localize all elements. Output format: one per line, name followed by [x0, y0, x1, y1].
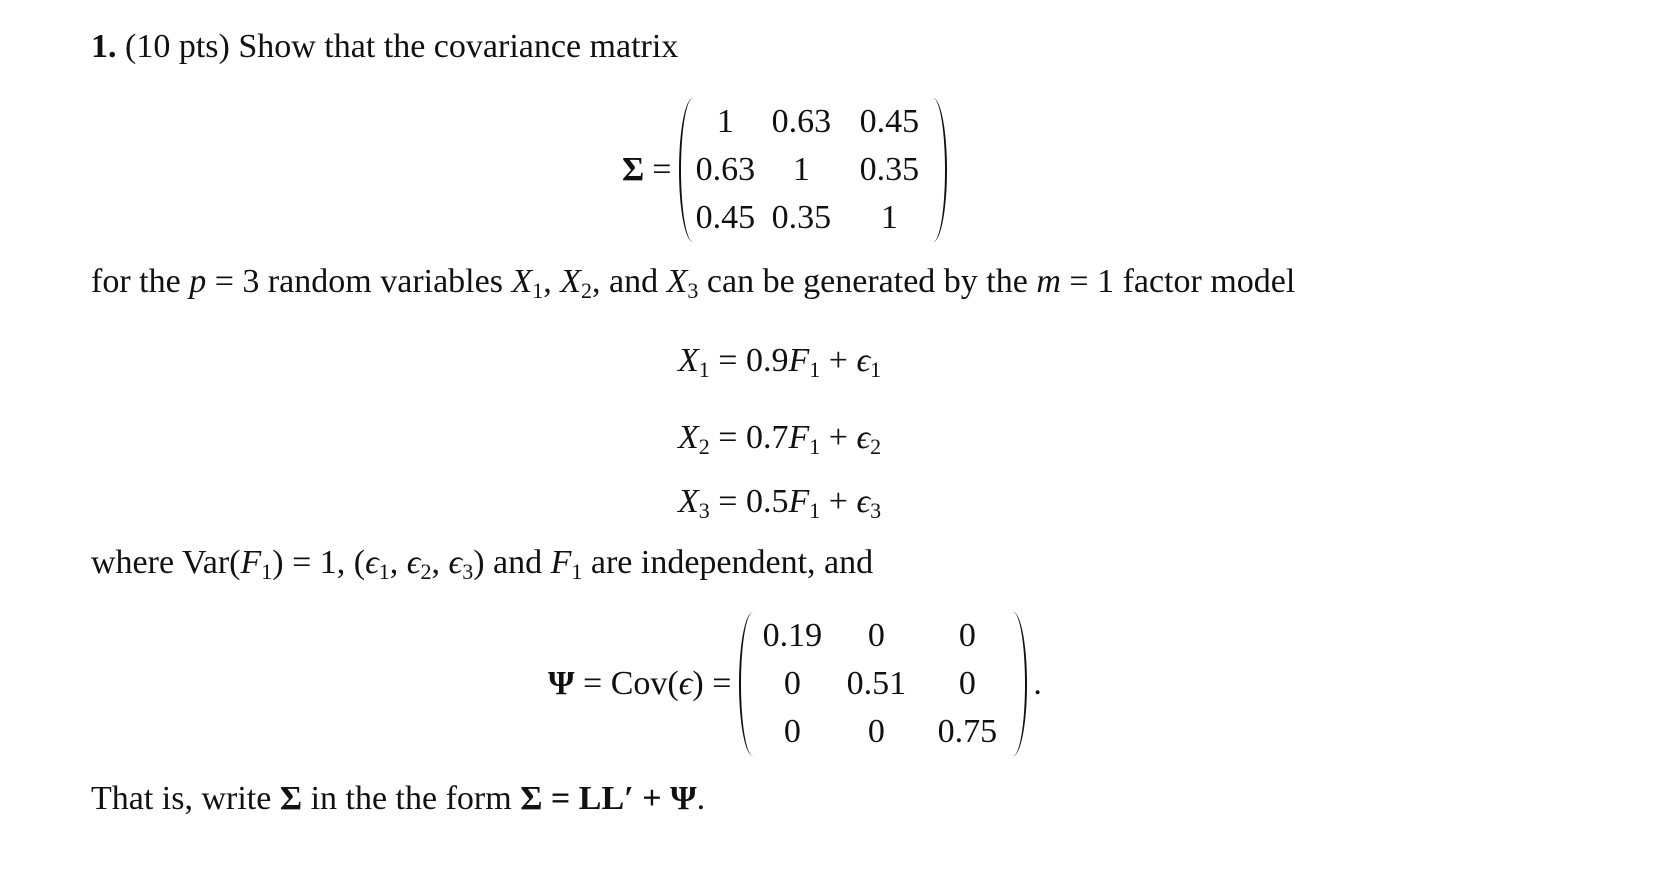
sigma-matrix: [679, 98, 947, 242]
text-fragment: .: [696, 780, 706, 817]
eq-lhs-sub: 2: [698, 434, 710, 459]
matrix-cell: 0.75: [937, 713, 998, 750]
equation-x1: $X_1 = 0.9F_1 + \epsilon_1$: [678, 342, 882, 382]
psi-lhs: Ψ = Cov(ϵ) =: [548, 665, 732, 702]
text-fragment: for the: [91, 263, 190, 300]
eq-coef: 0.9: [745, 342, 789, 379]
eq-factor-sub: 1: [809, 357, 821, 382]
matrix-cell: 0.35: [859, 151, 920, 188]
problem-points: (10 pts): [125, 28, 230, 65]
eq-factor-sub: 1: [809, 498, 821, 523]
equals-sign: =: [652, 151, 672, 188]
text-fragment: in the the form: [302, 780, 521, 817]
eq-coef: 0.7: [745, 419, 789, 456]
target-formula: Σ = LL′ + Ψ: [520, 780, 697, 817]
eq-factor: F: [788, 342, 810, 379]
eq-lhs: X: [678, 342, 699, 379]
eq-lhs: X: [678, 419, 699, 456]
eq-coef: 0.5: [745, 483, 789, 520]
text-fragment: where Var(: [91, 544, 241, 581]
text-fragment: = 3 random variables: [206, 263, 512, 300]
eq-eps-sub: 2: [870, 434, 882, 459]
eq-factor: F: [788, 483, 810, 520]
eq-eps-sub: 1: [870, 357, 882, 382]
problem-number: 1.: [91, 28, 117, 65]
matrix-cell: 0.45: [859, 103, 920, 140]
eq-lhs-sub: 3: [698, 498, 710, 523]
matrix-cell: 0.51: [846, 665, 907, 702]
left-paren: [679, 98, 693, 242]
sigma-equation: [622, 98, 947, 242]
psi-matrix: [739, 612, 1027, 756]
var-m: m: [1036, 263, 1061, 300]
matrix-cell: 0: [783, 665, 801, 702]
matrix-cell: 1: [880, 199, 898, 236]
matrix-cell: 0.45: [695, 199, 756, 236]
eq-factor: F: [788, 419, 810, 456]
text-fragment: are independent, and: [582, 544, 874, 581]
matrix-cell: 0: [783, 713, 801, 750]
sigma-symbol: Σ: [622, 151, 645, 188]
right-paren: [933, 98, 947, 242]
eq-eps-sub: 3: [870, 498, 882, 523]
matrix-cell: 1: [792, 151, 810, 188]
text-fragment: = 1 factor model: [1060, 263, 1296, 300]
eq-lhs-sub: 1: [698, 357, 710, 382]
matrix-cell: 1: [716, 103, 734, 140]
matrix-cell: 0: [867, 713, 885, 750]
text-fragment: ) = 1, (: [272, 544, 366, 581]
problem-intro: Show that the covariance matrix: [238, 28, 679, 65]
sentence-independence: where $Var(F_1) = 1$, ($\epsilon_1$, $\epsilon_2$, $\epsilon_3$) and $F_1$ are independent, and: [91, 544, 874, 584]
matrix-cell: 0.63: [695, 151, 756, 188]
right-paren: [1013, 612, 1027, 756]
matrix-cell: 0.19: [762, 617, 823, 654]
text-fragment: ) and: [473, 544, 551, 581]
matrix-cell: 0: [867, 617, 885, 654]
matrix-cell: 0.63: [771, 103, 832, 140]
equation-x3: $X_3 = 0.5F_1 + \epsilon_3$: [678, 483, 882, 523]
eq-lhs: X: [678, 483, 699, 520]
matrix-cell: 0: [958, 617, 976, 654]
psi-equation: [548, 612, 1042, 756]
trailing-period: .: [1033, 665, 1042, 702]
text-fragment: That is, write: [91, 780, 280, 817]
matrix-cell: 0: [958, 665, 976, 702]
matrix-cell: 0.35: [771, 199, 832, 236]
sigma-symbol: Σ: [279, 780, 303, 817]
eq-factor-sub: 1: [809, 434, 821, 459]
equation-x2: $X_2 = 0.7F_1 + \epsilon_2$: [678, 419, 882, 459]
sentence-factor-model: for the p = 3 random variables $X_1$, $X_2$, and $X_3$ can be generated by the m = 1 factor model: [91, 263, 1296, 303]
problem-header: [91, 30, 678, 64]
var-p: p: [189, 263, 207, 300]
text-fragment: can be generated by the: [698, 263, 1037, 300]
left-paren: [739, 612, 753, 756]
conclusion: [91, 782, 705, 816]
